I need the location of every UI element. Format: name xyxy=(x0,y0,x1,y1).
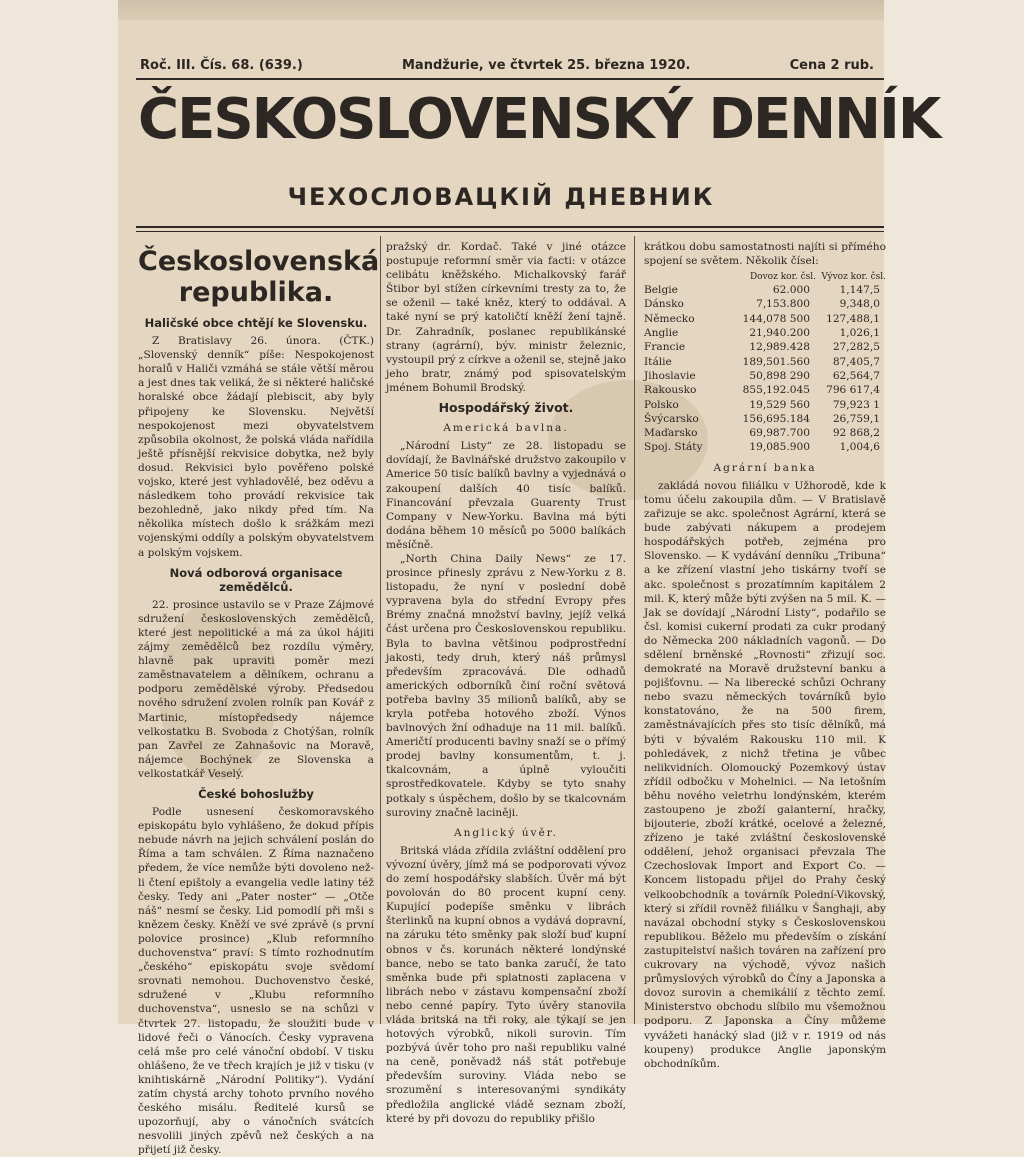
country-cell: Belgie xyxy=(644,284,678,297)
country-cell: Dánsko xyxy=(644,298,684,311)
article-heading: České bohoslužby xyxy=(198,787,314,801)
country-cell: Švýcarsko xyxy=(644,412,699,425)
newspaper-subtitle: ЧЕХОСЛОВАЦКІЙ ДНЕВНИК xyxy=(287,183,715,211)
table-row xyxy=(644,283,886,297)
masthead-info-line xyxy=(140,58,884,73)
table-row xyxy=(644,398,886,412)
article-text: Britská vláda zřídila zvláštní oddělení pro vývozní úvěry, jímž má se podporovati vývoz do zemí hospodářsky slabších. Úvěr má být povolován do 80 procent kupní ceny. Kupující podepíše směnku v librách šterlinků na kupní obnos a vydává dopravní, na záruku této směnky pak složí buď kupní obnos v čs. korunách některé londýnské bance, nebo se tato banka zaručí, že tato směnka bude při splatnosti zaplacena v librách nebo v zástavu kompensační zboží nebo cenné papíry. Tyto úvěry stanovila vláda britská na tři roky, ale týkají se jen hotových výrobků, nikoli surovin. Tím pozbývá úvěr toho pro naši republiku valné na ceně, poněvadž náš stát potřebuje především suroviny. Vláda nebo se srozumění s interesovanými syndikáty předložila anglické vládě seznam zboží, které by při dovozu do republiky přišlo xyxy=(386,844,626,1125)
country-cell: Itálie xyxy=(644,355,672,368)
article-text: Podle usnesení českomoravského episkopátu bylo vyhlášeno, že dokud přípis nebude návrh na jejich schválení poslán do Říma a tam schválen. Z Říma naznačeno předem, že více nemůže býti dovoleno než-li čtení epištoly a evangelia vedle latiny též česky. Tedy ani „Pater noster“ — „Otče náš“ nesmí se česky. Lid pomodlí při mši s knězem česky. Kněží ve své zprávě (s první polovice prosince) „Klub reformního duchovenstva“ praví: S tímto rozhodnutím „českého“ episkopátu svoje svědomí srovnati nemohou. Duchovenstvo české, sdružené v „Klubu reformního duchovenstva“, usneslo se na schůzi v čtvrtek 27. listopadu, že sloužiti bude v lidové řeči o Vánocích. Česky vypravena celá mše pro celé vánoční období. V tisku ohlášeno, že ve třech krajích je již v tisku (v knihtiskárně „Národní Politiky“). Vydání zatím chystá archy tohoto prvního nového českého misálu. Ředitelé kursů se upozorňují, aby o vánočních svátcích nesvolili jiných zpěvů než českých a na přijetí již česky. xyxy=(138,806,374,1157)
vyvoz-cell: 1,147,5 xyxy=(839,284,880,297)
table-row xyxy=(644,426,886,440)
vyvoz-cell: 1,004,6 xyxy=(839,441,880,454)
column-divider xyxy=(380,236,381,1024)
dovoz-cell: 19,085.900 xyxy=(749,441,810,454)
dovoz-cell: 69,987.700 xyxy=(749,427,810,440)
dovoz-cell: 144,078 500 xyxy=(742,312,810,325)
table-row xyxy=(644,383,886,397)
vyvoz-cell: 796 617,4 xyxy=(826,384,880,397)
place-date: Mandžurie, ve čtvrtek 25. března 1920. xyxy=(402,58,691,73)
article-text: 22. prosince ustavilo se v Praze Zájmové sdružení československých zemědělců, které jest nepolitické a má za úkol hájiti zájmy zemědělců bez rozdílu výměry, hlavně pak upraviti poměr mezi zaměstnavatelem a dělníkem, ochranu a podporu zemědělské výroby. Předsedou nového sdružení zvolen rolník pan Kovář z Martinic, místopředsedy nájemce velkostatku B. Svoboda z Chotýšan, rolník pan Zavřel ze Zahnašovic na Moravě, nájemce Bochýnek ze Slovenska a velkostatkář Veselý. xyxy=(138,598,374,780)
section-heading: Hospodářský život. xyxy=(438,400,574,416)
dovoz-cell: 50,898 290 xyxy=(749,369,810,382)
issue-number: Roč. III. Čís. 68. (639.) xyxy=(140,58,303,73)
dovoz-cell: 19,529 560 xyxy=(749,398,810,411)
country-cell: Spoj. Státy xyxy=(644,441,703,454)
table-row xyxy=(644,440,886,454)
vyvoz-cell: 9,348,0 xyxy=(839,298,880,311)
article-heading: Americká bavlna. xyxy=(443,422,569,435)
country-cell: Anglie xyxy=(644,327,679,340)
masthead-bottom-rule-thin xyxy=(136,231,884,232)
article-text: pražský dr. Kordač. Také v jiné otázce postupuje reformní směr via facti: v otázce celibátu kněžského. Michalkovský farář Štibor byl stížen církevními tresty za to, že se oženil — také kněz, který to oddával. A také nyní se prý katoličtí kněží žení tajně. Dr. Zahradník, poslanec republikánské strany (agrární), býv. ministr železnic, vystoupil prý z církve a oženil se, stejně jako jeho bratr, známý pod spisovatelským jménem Bohumil Brodský. xyxy=(386,241,626,394)
article-text: „North China Daily News“ ze 17. prosince přinesly zprávu z New-Yorku z 8. listopadu, že nyní v poslední době vypravena byla do střední Evropy přes Brémy značná množství bavlny, jejíž velká část určena pro Československou republiku. Byla to bavlna většinou podprostřední jakosti, tedy druh, který náš průmysl především zpracovává. Dle odhadů amerických odborníků činí roční světová potřeba bavlny 35 milionů balíků, aby se kryla potřeba hotového zboží. Výnos bavlnových žní odhaduje na 11 mil. balíků. Američtí producenti bavlny snaží se o přímý prodej bavlny konsumentům, t. j. tkalcovnám, a úplně vyloučiti sprostředkovatele. Kdyby se tyto snahy potkaly s úspěchem, došlo by se tkalcovnám suroviny značně laciněji. xyxy=(386,552,626,819)
article-heading: Nová odborová organisace zemědělců. xyxy=(169,565,343,594)
torn-top-edge xyxy=(118,0,884,20)
vyvoz-cell: 79,923 1 xyxy=(832,398,880,411)
table-row xyxy=(644,340,886,354)
vyvoz-cell: 27,282,5 xyxy=(832,341,880,354)
table-row xyxy=(644,369,886,383)
newspaper-title: ČESKOSLOVENSKÝ DENNÍK xyxy=(138,87,940,152)
country-cell: Polsko xyxy=(644,398,679,411)
table-row xyxy=(644,297,886,311)
vyvoz-cell: 87,405,7 xyxy=(832,355,880,368)
column-divider xyxy=(634,236,635,1024)
article-text: „Národní Listy“ ze 28. listopadu se dovídají, že Bavlnářské družstvo zakoupilo v Americe 50 tisíc balíků bavlny a vyjednává o zakoupení dalších 40 tisíc balíků. Financování převzala Guarenty Trust Company v New-Yorku. Bavlna má býti dodána během 10 měsíců po 5000 balíkách měsíčně. xyxy=(386,440,626,551)
col-header-dovoz: Dovoz kor. čsl. xyxy=(749,272,816,283)
dovoz-cell: 189,501.560 xyxy=(742,355,810,368)
dovoz-cell: 12,989.428 xyxy=(749,341,810,354)
article-heading: Anglický úvěr. xyxy=(453,826,559,839)
article-text: krátkou dobu samostatnosti najíti si přímého spojení se světem. Několik čísel: xyxy=(644,241,886,268)
table-row xyxy=(644,312,886,326)
vyvoz-cell: 62,564,7 xyxy=(832,369,880,382)
vyvoz-cell: 1,026,1 xyxy=(839,327,880,340)
trade-table-header xyxy=(644,272,886,283)
dovoz-cell: 156,695.184 xyxy=(742,412,810,425)
article-heading: Agrární banka xyxy=(713,461,817,474)
vyvoz-cell: 26,759,1 xyxy=(832,412,880,425)
dovoz-cell: 62.000 xyxy=(772,284,810,297)
dovoz-cell: 855,192.045 xyxy=(742,384,810,397)
article-text: Z Bratislavy 26. února. (ČTK.) „Slovenský denník“ píše: Nespokojenost horalů v Haliči vzmáhá se stále větší měrou a jest dnes tak veliká, že si některé haličské horalské obce žádají plebiscit, aby byly připojeny ke Slovensku. Největší nespokojenost mezi obyvatelstvem způsobila okolnost, že polská vláda nařídila ještě přísnější rekvisice dobytka, než byly dosud. Rekvisici bylo pověřeno polské vojsko, které jest vyhladovělé, bez oděvu a následkem toho provádí rekvisice tak bezohledně, jako nikdy před tím. Na několika místech došlo k srážkám mezi vojenskými oddíly a polským obyvatelstvem a polským vojskem. xyxy=(138,335,374,559)
country-cell: Maďarsko xyxy=(644,427,698,440)
vyvoz-cell: 127,488,1 xyxy=(826,312,880,325)
newspaper-page xyxy=(118,0,940,1157)
column-2 xyxy=(386,240,626,1126)
table-row xyxy=(644,355,886,369)
column-3 xyxy=(644,240,886,1071)
vyvoz-cell: 92 868,2 xyxy=(832,427,880,440)
article-text: zakládá novou filiálku v Užhorodě, kde k tomu účelu zakoupila dům. — V Bratislavě zařizuje se akc. společnost Agrární, která se bude zabývati nákupem a prodejem hospodářských potřeb, zejména pro Slovensko. — K vydávání denníku „Tribuna“ a ke zřízení vlastní jeho tiskárny tvoří se akc. společnost s prozatímním kapitálem 2 mil. K, který může býti zvýšen na 5 mil. K. — Jak se dovídají „Národní Listy“, podařilo se čsl. komisi cukerní prodati za cukr prodaný do Německa 200 nákladních vagonů. — Do sdělení brněnské „Rovnosti“ zřizují soc. demokraté na Moravě družstevní banku a pojišťovnu. — Na liberecké schůzi Ochrany nebo svazu německých továrníků bylo konstatováno, že na 500 firem, zaměstnávajících přes sto tisíc dělníků, má býti v bývalém Rakousku 110 mil. K pohledávek, z nichž třetina je vůbec nelikvidních. Olomoucký Pozemkový ústav zřídil odbočku v Mohelnici. — Na letošním běhu nového veletrhu londýnském, kterém zastoupeno je zboží galanterní, hračky, bijouterie, zboží krátké, ocelové a železné, zřízeno je také zvláštní československé oddělení, jehož organisaci převzala The Czechoslovak Import and Export Co. — Koncem listopadu přijel do Prahy český velkoobchodník a továrník Polední-Vikovský, který si zřídil rovněž filiálku v Šanghaji, aby navázal obchodní styky s Československou republikou. Běželo mu především o získání zastupitelství našich továren na zařízení pro cukrovary na východě, vývoz našich průmyslových výrobků do Číny a Japonska a dovoz surovin a chemikálií z těchto zemí. Ministerstvo obchodu slíbilo mu všemožnou podporu. Z Japonska a Číny můžeme vyvážeti hanácký slad (již v r. 1919 od nás koupeny) produkce Anglie japonským obchodníkům. xyxy=(644,479,886,1070)
country-cell: Německo xyxy=(644,312,695,325)
column-1 xyxy=(138,240,380,1157)
article-heading: Haličské obce chtějí ke Slovensku. xyxy=(144,316,368,330)
masthead-rule xyxy=(136,78,884,80)
price: Cena 2 rub. xyxy=(789,58,874,73)
headline: Československá republika. xyxy=(138,246,380,308)
dovoz-cell: 21,940.200 xyxy=(749,327,810,340)
table-row xyxy=(644,326,886,340)
country-cell: Rakousko xyxy=(644,384,697,397)
masthead-bottom-rule xyxy=(136,226,884,228)
country-cell: Francie xyxy=(644,341,686,354)
col-header-vyvoz: Vývoz kor. čsl. xyxy=(821,272,886,283)
trade-table xyxy=(644,272,886,455)
table-row xyxy=(644,412,886,426)
dovoz-cell: 7,153.800 xyxy=(756,298,810,311)
country-cell: Jihoslavie xyxy=(644,369,696,382)
